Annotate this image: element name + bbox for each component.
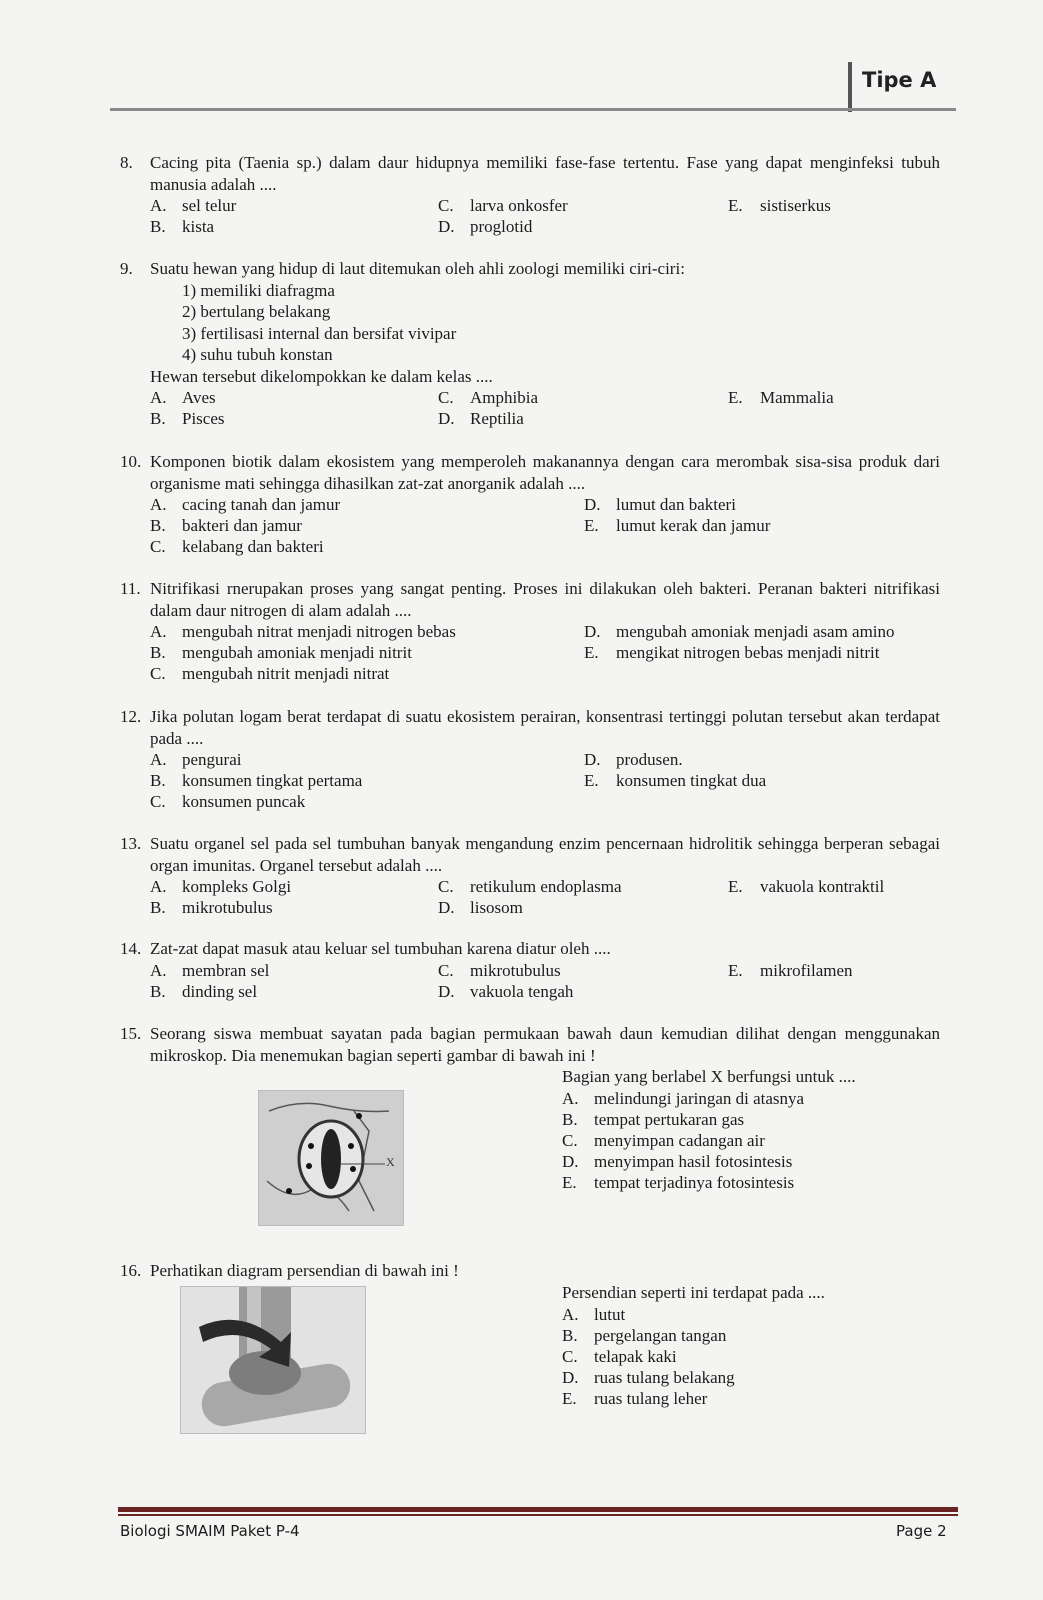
option-c[interactable]: C. larva onkosfer bbox=[438, 196, 568, 215]
footer-title: Biologi SMAIM Paket P-4 bbox=[120, 1522, 300, 1540]
footer-rule bbox=[118, 1507, 958, 1512]
question-stem: Bagian yang berlabel X berfungsi untuk .... bbox=[562, 1067, 856, 1086]
option-e[interactable]: E. mengikat nitrogen bebas menjadi nitrit bbox=[584, 643, 880, 662]
list-item: 3) fertilisasi internal dan bersifat vivipar bbox=[182, 323, 457, 343]
question-number: 11. bbox=[120, 579, 141, 598]
question-number: 12. bbox=[120, 707, 142, 726]
option-e[interactable]: E. konsumen tingkat dua bbox=[584, 771, 767, 790]
joint-diagram-image bbox=[180, 1286, 366, 1434]
question-number: 15. bbox=[120, 1024, 142, 1043]
question-10 bbox=[120, 451, 940, 558]
option-b[interactable]: B. Pisces bbox=[150, 409, 225, 428]
question-15-options bbox=[562, 1066, 942, 1196]
option-e[interactable]: E. ruas tulang leher bbox=[562, 1388, 708, 1408]
question-number: 14. bbox=[120, 939, 142, 958]
option-a[interactable]: A. cacing tanah dan jamur bbox=[150, 495, 341, 514]
header-divider bbox=[848, 62, 852, 112]
options bbox=[150, 876, 940, 920]
image-label-x: X bbox=[386, 1155, 395, 1169]
option-d[interactable]: D. Reptilia bbox=[438, 409, 524, 428]
option-d[interactable]: D. ruas tulang belakang bbox=[562, 1367, 735, 1387]
option-e[interactable]: E. sistiserkus bbox=[728, 196, 831, 215]
option-b[interactable]: B. tempat pertukaran gas bbox=[562, 1109, 745, 1129]
option-d[interactable]: D. lisosom bbox=[438, 898, 523, 917]
option-c[interactable]: C. Amphibia bbox=[438, 388, 538, 407]
option-e[interactable]: E. lumut kerak dan jamur bbox=[584, 516, 771, 535]
options bbox=[150, 387, 940, 431]
question-stem: Hewan tersebut dikelompokkan ke dalam kelas .... bbox=[150, 366, 493, 386]
question-number: 16. bbox=[120, 1261, 142, 1280]
option-e[interactable]: E. mikrofilamen bbox=[728, 960, 853, 980]
question-9 bbox=[120, 258, 940, 431]
question-text: Zat-zat dapat masuk atau keluar sel tumbuhan karena diatur oleh .... bbox=[150, 939, 611, 958]
option-d[interactable]: D. vakuola tengah bbox=[438, 981, 574, 1001]
option-a[interactable]: A. Aves bbox=[150, 388, 216, 407]
options bbox=[150, 749, 940, 813]
question-number: 9. bbox=[120, 259, 133, 278]
question-14 bbox=[120, 938, 940, 1004]
option-e[interactable]: E. vakuola kontraktil bbox=[728, 877, 885, 896]
options bbox=[150, 621, 940, 685]
option-d[interactable]: D. proglotid bbox=[438, 217, 533, 236]
option-a[interactable]: A. pengurai bbox=[150, 750, 242, 769]
option-d[interactable]: D. produsen. bbox=[584, 750, 683, 769]
options bbox=[150, 494, 940, 558]
list-item: 4) suhu tubuh konstan bbox=[182, 345, 333, 364]
question-16 bbox=[120, 1260, 940, 1282]
question-number: 10. bbox=[120, 452, 142, 471]
question-15 bbox=[120, 1023, 940, 1066]
options bbox=[562, 1088, 942, 1196]
header-title: Tipe A bbox=[862, 68, 937, 92]
question-text: Suatu organel sel pada sel tumbuhan banyak mengandung enzim pencernaan hidrolitik sehingga berperan sebagai organ imunitas. Organel tersebut adalah .... bbox=[150, 834, 940, 875]
option-d[interactable]: D. mengubah amoniak menjadi asam amino bbox=[584, 622, 895, 641]
footer-rule-thin bbox=[118, 1514, 958, 1516]
option-a[interactable]: A. melindungi jaringan di atasnya bbox=[562, 1088, 805, 1108]
option-b[interactable]: B. mikrotubulus bbox=[150, 898, 273, 917]
question-12 bbox=[120, 706, 940, 813]
option-e[interactable]: E. Mammalia bbox=[728, 388, 834, 407]
question-stem: Persendian seperti ini terdapat pada .... bbox=[562, 1283, 825, 1302]
question-13 bbox=[120, 833, 940, 920]
question-16-options bbox=[562, 1282, 942, 1412]
options bbox=[150, 960, 940, 1004]
option-b[interactable]: B. kista bbox=[150, 217, 215, 236]
option-d[interactable]: D. lumut dan bakteri bbox=[584, 495, 736, 514]
option-d[interactable]: D. menyimpan hasil fotosintesis bbox=[562, 1151, 793, 1171]
question-text: Cacing pita (Taenia sp.) dalam daur hidupnya memiliki fase-fase tertentu. Fase yang dapat menginfeksi tubuh manusia adalah .... bbox=[150, 153, 940, 194]
option-a[interactable]: A. membran sel bbox=[150, 960, 270, 980]
option-c[interactable]: C. kelabang dan bakteri bbox=[150, 537, 324, 556]
question-number: 13. bbox=[120, 834, 142, 853]
option-c[interactable]: C. konsumen puncak bbox=[150, 792, 306, 811]
question-8 bbox=[120, 152, 940, 239]
list-item: 1) memiliki diafragma bbox=[182, 280, 335, 300]
option-c[interactable]: C. mengubah nitrit menjadi nitrat bbox=[150, 664, 390, 683]
option-b[interactable]: B. konsumen tingkat pertama bbox=[150, 771, 363, 790]
question-text: Seorang siswa membuat sayatan pada bagian permukaan bawah daun kemudian dilihat dengan menggunakan mikroskop. Dia menemukan bagian seperti gambar di bawah ini ! bbox=[150, 1024, 940, 1065]
option-b[interactable]: B. mengubah amoniak menjadi nitrit bbox=[150, 643, 412, 662]
stomata-drawing bbox=[259, 1091, 403, 1225]
option-a[interactable]: A. lutut bbox=[562, 1304, 626, 1324]
option-b[interactable]: B. pergelangan tangan bbox=[562, 1325, 727, 1345]
option-b[interactable]: B. dinding sel bbox=[150, 981, 258, 1001]
option-a[interactable]: A. mengubah nitrat menjadi nitrogen bebas bbox=[150, 622, 456, 641]
joint-drawing bbox=[181, 1287, 365, 1433]
list-item: 2) bertulang belakang bbox=[182, 302, 331, 321]
question-text: Nitrifikasi rnerupakan proses yang sangat penting. Proses ini dilakukan oleh bakteri. Peranan bakteri nitrifikasi dalam daur nitrogen di alam adalah .... bbox=[150, 579, 940, 620]
option-c[interactable]: C. menyimpan cadangan air bbox=[562, 1130, 765, 1150]
header-rule bbox=[110, 108, 956, 111]
option-c[interactable]: C. telapak kaki bbox=[562, 1346, 677, 1366]
question-number: 8. bbox=[120, 153, 133, 172]
question-text: Suatu hewan yang hidup di laut ditemukan oleh ahli zoologi memiliki ciri-ciri: bbox=[150, 259, 685, 278]
option-a[interactable]: A. sel telur bbox=[150, 196, 237, 215]
option-c[interactable]: C. retikulum endoplasma bbox=[438, 877, 622, 896]
question-text: Komponen biotik dalam ekosistem yang memperoleh makanannya dengan cara merombak sisa-sisa produk dari organisme mati sehingga dihasilkan zat-zat anorganik adalah .... bbox=[150, 452, 940, 493]
option-e[interactable]: E. tempat terjadinya fotosintesis bbox=[562, 1172, 795, 1192]
question-text: Jika polutan logam berat terdapat di suatu ekosistem perairan, konsentrasi tertinggi polutan tersebut akan terdapat pada .... bbox=[150, 707, 940, 748]
page-number: Page 2 bbox=[896, 1522, 947, 1540]
question-11 bbox=[120, 578, 940, 685]
options bbox=[150, 195, 940, 239]
options bbox=[562, 1304, 942, 1412]
question-text: Perhatikan diagram persendian di bawah ini ! bbox=[150, 1261, 459, 1280]
option-c[interactable]: C. mikrotubulus bbox=[438, 960, 561, 980]
stomata-image bbox=[258, 1090, 404, 1226]
option-b[interactable]: B. bakteri dan jamur bbox=[150, 516, 302, 535]
option-a[interactable]: A. kompleks Golgi bbox=[150, 877, 292, 896]
